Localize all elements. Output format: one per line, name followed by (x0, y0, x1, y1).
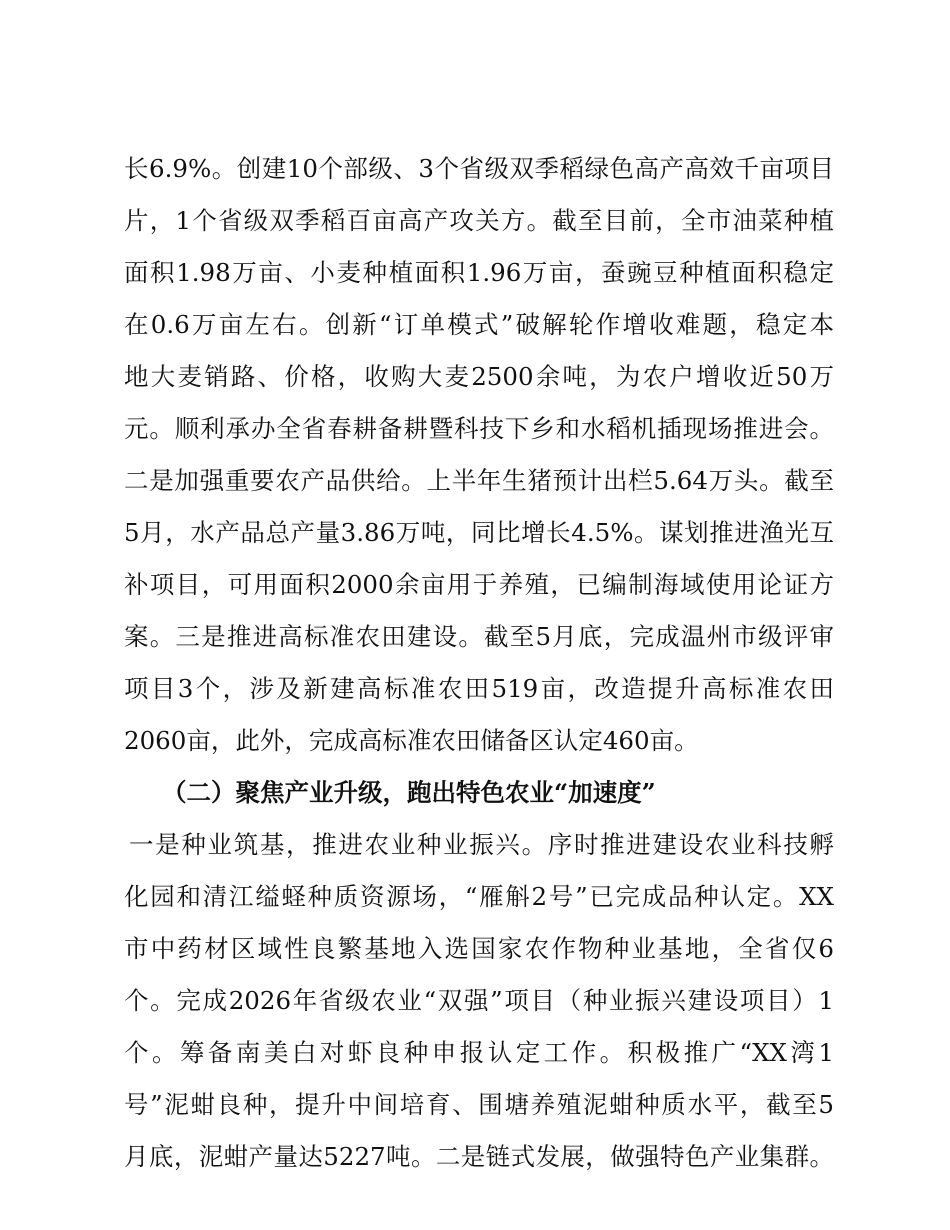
paragraph-line: 面积1.98万亩、小麦种植面积1.96万亩，蚕豌豆种植面积稳定 (124, 258, 834, 287)
paragraph-line: 项目3个，涉及新建高标准农田519亩，改造提升高标准农田 (124, 674, 834, 703)
paragraph-line: 地大麦销路、价格，收购大麦2500余吨，为农户增收近50万 (124, 362, 834, 391)
paragraph-line: 案。三是推进高标准农田建设。截至5月底，完成温州市级评审 (124, 622, 834, 651)
paragraph-line: 二是加强重要农产品供给。上半年生猪预计出栏5.64万头。截至 (124, 466, 834, 495)
paragraph-line: 在0.6万亩左右。创新“订单模式”破解轮作增收难题，稳定本 (124, 310, 834, 339)
paragraph-line: 月底，泥蚶产量达5227吨。二是链式发展，做强特色产业集群。 (124, 1142, 834, 1171)
paragraph-line: 个。筹备南美白对虾良种申报认定工作。积极推广“XX湾1 (124, 1038, 834, 1067)
section-heading: （二）聚焦产业升级，跑出特色农业“加速度” (162, 778, 656, 807)
paragraph-line: 补项目，可用面积2000余亩用于养殖，已编制海域使用论证方 (124, 570, 834, 599)
paragraph-line: 长6.9%。创建10个部级、3个省级双季稻绿色高产高效千亩项目 (124, 154, 834, 183)
paragraph-line: 5月，水产品总产量3.86万吨，同比增长4.5%。谋划推进渔光互 (124, 518, 834, 547)
paragraph-line: 片，1个省级双季稻百亩高产攻关方。截至目前，全市油菜种植 (124, 206, 834, 235)
paragraph-line: 市中药材区域性良繁基地入选国家农作物种业基地，全省仅6 (124, 934, 834, 963)
paragraph-line: 2060亩，此外，完成高标准农田储备区认定460亩。 (124, 726, 699, 755)
paragraph-line: 化园和清江缢蛏种质资源场，“雁斛2号”已完成品种认定。XX (124, 882, 834, 911)
paragraph-line: 元。顺利承办全省春耕备耕暨科技下乡和水稻机插现场推进会。 (124, 414, 834, 443)
paragraph-line: 一是种业筑基，推进农业种业振兴。序时推进建设农业科技孵 (129, 830, 834, 859)
paragraph-line: 号”泥蚶良种，提升中间培育、围塘养殖泥蚶种质水平，截至5 (124, 1090, 834, 1119)
body-text (124, 143, 834, 1183)
paragraph-line: 个。完成2026年省级农业“双强”项目（种业振兴建设项目）1 (124, 986, 834, 1015)
